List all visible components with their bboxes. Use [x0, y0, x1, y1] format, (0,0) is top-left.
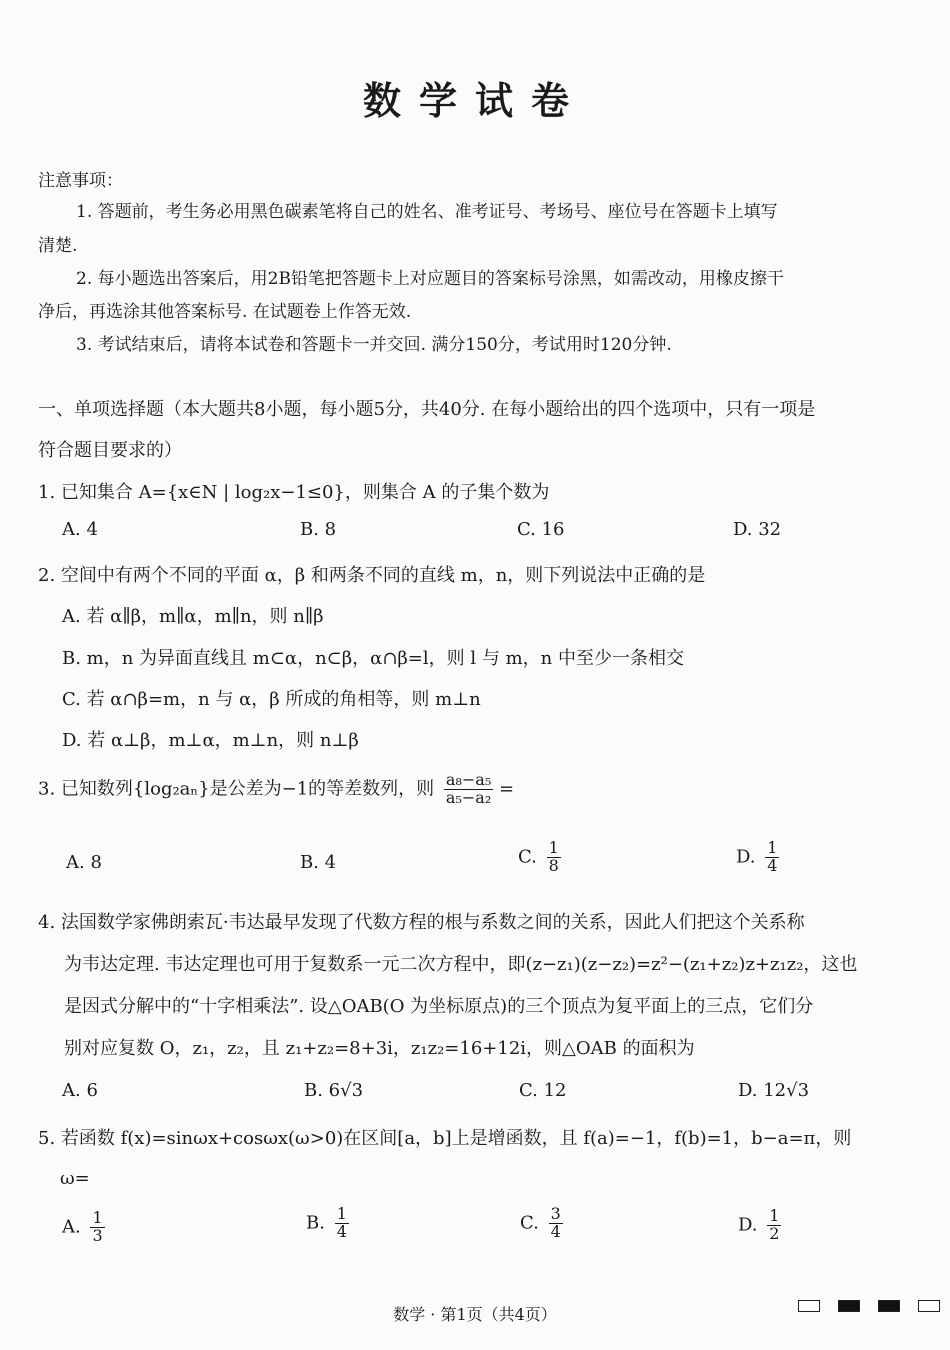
denominator: 4 — [336, 1221, 347, 1241]
q1-option-c: C. 16 — [517, 519, 565, 540]
q4-line-1: 4. 法国数学家佛朗索瓦·韦达最早发现了代数方程的根与系数之间的关系，因此人们把这个关系称 — [38, 912, 805, 933]
notice-item-1-line-1: 1. 答题前，考生务必用黑色碳素笔将自己的姓名、准考证号、考场号、座位号在答题卡上填写 — [76, 202, 778, 222]
q3-stem-text: 3. 已知数列{log₂aₙ}是公差为−1的等差数列，则 — [38, 778, 435, 800]
q5-option-d-fraction — [767, 1208, 781, 1243]
q1-stem: 1. 已知集合 A={x∈N | log₂x−1≤0}，则集合 A 的子集个数为 — [38, 482, 550, 503]
q5-option-c — [520, 1206, 563, 1241]
notice-item-2-line-1: 2. 每小题选出答案后，用2B铅笔把答题卡上对应题目的答案标号涂黑，如需改动，用橡皮擦干 — [76, 269, 784, 289]
numerator: 3 — [550, 1204, 561, 1223]
q5-option-a-label: A. — [62, 1216, 81, 1238]
q4-option-c: C. 12 — [519, 1080, 567, 1101]
numerator: 1 — [769, 1206, 780, 1225]
q2-option-b: B. m，n 为异面直线且 m⊂α，n⊂β，α∩β=l，则 l 与 m，n 中至少一条相交 — [62, 648, 684, 669]
q4-line-2: 为韦达定理. 韦达定理也可用于复数系一元二次方程中，即(z−z₁)(z−z₂)=z²−(z₁+z₂)z+z₁z₂，这也 — [64, 954, 858, 975]
q3-fraction — [444, 772, 493, 807]
numerator: 1 — [767, 838, 778, 857]
q5-option-a — [62, 1210, 105, 1245]
corner-marks — [798, 1300, 940, 1312]
q3-equals: = — [498, 778, 515, 800]
q5-line-1: 5. 若函数 f(x)=sinωx+cosωx(ω>0)在区间[a，b]上是增函数，且 f(a)=−1，f(b)=1，b−a=π，则 — [38, 1128, 852, 1149]
q3-fraction-denominator: a₅−a₂ — [445, 787, 492, 807]
mark-box-empty — [798, 1300, 820, 1312]
q5-option-b — [306, 1206, 349, 1241]
notice-heading: 注意事项： — [38, 171, 123, 191]
notice-item-3: 3. 考试结束后，请将本试卷和答题卡一并交回. 满分150分，考试用时120分钟. — [76, 335, 672, 355]
mark-box-empty — [918, 1300, 940, 1312]
q3-option-d — [736, 840, 779, 875]
q5-option-d — [738, 1208, 781, 1243]
mark-box-filled — [878, 1300, 900, 1312]
q4-option-d: D. 12√3 — [738, 1080, 810, 1101]
denominator: 4 — [767, 855, 778, 875]
q3-option-d-label: D. — [736, 846, 756, 868]
q1-option-a: A. 4 — [62, 519, 98, 540]
q5-option-b-label: B. — [306, 1212, 325, 1234]
denominator: 4 — [550, 1221, 561, 1241]
q1-option-d: D. 32 — [733, 519, 782, 540]
q5-option-c-fraction — [549, 1206, 563, 1241]
q3-option-c — [518, 840, 561, 875]
q5-option-a-fraction — [90, 1210, 104, 1245]
mark-box-filled — [838, 1300, 860, 1312]
q3-option-b: B. 4 — [300, 852, 337, 873]
denominator: 8 — [548, 855, 559, 875]
q3-fraction-numerator: a₈−a₅ — [445, 770, 492, 789]
q3-option-c-fraction — [547, 840, 561, 875]
q2-stem: 2. 空间中有两个不同的平面 α，β 和两条不同的直线 m，n，则下列说法中正确的是 — [38, 565, 706, 586]
q3-option-d-fraction — [765, 840, 779, 875]
q3-stem — [38, 772, 514, 807]
section-heading-line-1: 一、单项选择题（本大题共8小题，每小题5分，共40分. 在每小题给出的四个选项中，只有一项是 — [38, 399, 816, 420]
page-title: 数学试卷 — [362, 79, 587, 123]
denominator: 2 — [769, 1223, 780, 1243]
numerator: 1 — [548, 838, 559, 857]
denominator: 3 — [92, 1225, 103, 1245]
q5-option-c-label: C. — [520, 1212, 539, 1234]
q4-option-b: B. 6√3 — [304, 1080, 364, 1101]
q4-option-a: A. 6 — [62, 1080, 98, 1101]
q5-line-2: ω= — [60, 1168, 90, 1189]
notice-item-1-line-2: 清楚. — [38, 236, 78, 256]
q2-option-c: C. 若 α∩β=m，n 与 α，β 所成的角相等，则 m⊥n — [62, 689, 481, 710]
q3-option-c-label: C. — [518, 846, 537, 868]
section-heading-line-2: 符合题目要求的） — [38, 440, 182, 461]
q2-option-a: A. 若 α∥β，m∥α，m∥n，则 n∥β — [62, 606, 324, 627]
q4-line-4: 别对应复数 O，z₁，z₂，且 z₁+z₂=8+3i，z₁z₂=16+12i，则△OAB 的面积为 — [64, 1038, 695, 1059]
numerator: 1 — [336, 1204, 347, 1223]
notice-item-2-line-2: 净后，再选涂其他答案标号. 在试题卷上作答无效. — [38, 302, 412, 322]
q1-option-b: B. 8 — [300, 519, 337, 540]
numerator: 1 — [92, 1208, 103, 1227]
q2-option-d: D. 若 α⊥β，m⊥α，m⊥n，则 n⊥β — [62, 730, 359, 751]
q3-option-a: A. 8 — [66, 852, 102, 873]
q5-option-b-fraction — [335, 1206, 349, 1241]
q5-option-d-label: D. — [738, 1214, 758, 1236]
page-footer: 数学 · 第1页（共4页） — [393, 1305, 557, 1324]
q4-line-3: 是因式分解中的“十字相乘法”. 设△OAB(O 为坐标原点)的三个顶点为复平面上的三点，它们分 — [64, 996, 814, 1017]
